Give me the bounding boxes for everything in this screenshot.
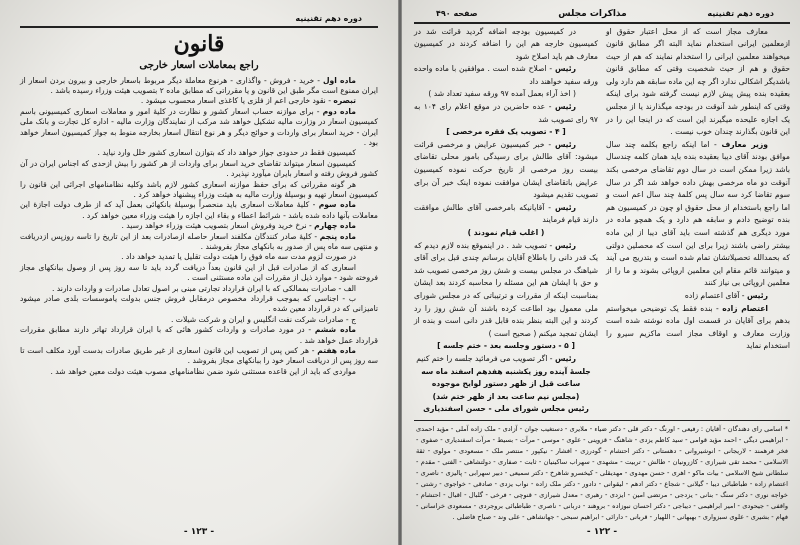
paragraph (20, 232, 378, 253)
proceedings-title: مذاکرات مجلس (558, 9, 627, 19)
paragraph-text: - در مورد صادرات و واردات کشور هائی که با ایران قرارداد تهاتر دارند مطابق مقررات قرارداد عمل خواهد شد . (20, 325, 378, 345)
page-header (414, 9, 790, 19)
paragraph-text: اسعاری که از صادرات قبل از این قانون بعداً دریافت گردد باید تا سه روز پس از وصول ببانکهای مجاز فروخته شود - موارد ذیل از مقررات این ماده مستثنی است . (20, 262, 378, 283)
paragraph-text: - هر کس پس از تصویب این قانون اسعاری از غیر طریق صادرات بدست آورد مکلف است تا سه روز پس از دریافت اسعار خود را ببانکهای مجاز بفروشد . (20, 346, 378, 366)
header-rule (414, 22, 790, 24)
paragraph (414, 139, 598, 202)
paragraph (20, 107, 378, 149)
paragraph (20, 263, 378, 284)
section-heading: جلسهٔ آینده روز یکشنبه هفدهم اسفند ماه سه ساعت قبل از ظهر دستور لوایح موجوده (421, 366, 591, 389)
paragraph (414, 353, 598, 366)
paragraph (606, 290, 790, 303)
session-header: دوره دهم تقنینیه (295, 14, 362, 23)
speaker-or-article-label: رئیس (554, 202, 576, 212)
left-page (0, 0, 398, 545)
paragraph-text: ب - اجناسی که بموجب قرارداد مخصوص درمقابل فروش جنس بدولت یاموسسات بلدی صادر میشود تامیزانی که در قرارداد معین شده . (20, 294, 378, 314)
paragraph (20, 148, 378, 158)
law-body (20, 76, 378, 378)
paragraph (20, 180, 378, 201)
paragraph (414, 26, 598, 64)
footnote-rule (414, 420, 790, 421)
paragraph-text: - اگر تصویب می فرمائید جلسه را ختم کنیم (416, 353, 555, 363)
paragraph-text: - خبر کمیسیون عرایض و مرخصی قرائت میشود: آقای طالش برای رسیدگی بامور محلی تقاضای بیست روز مرخصی از تاریخ حرکت نموده کمیسیون عرایض باتقاضای ایشان موافقت نموده اینک خبر آن برای تصویب تقدیم میشود (414, 139, 598, 200)
page-number: - ۱۲۳ - (183, 527, 215, 537)
paragraph (606, 26, 790, 139)
speaker-or-article-label: ماده دوم (322, 106, 356, 116)
paragraph (20, 315, 378, 325)
paragraph (20, 96, 378, 106)
speaker-or-article-label: ماده پنجم (319, 231, 356, 241)
paragraph (20, 325, 378, 346)
paragraph-text: - کلیهٔ صادر کنندگان مکلفند اسعار حاصله ازصادرات بعد از این تاریخ را تاسه روزپس ازدریافت و منتهی سه ماه پس از صدور به بانکهای مجاز بفروشند . (20, 231, 378, 251)
speaker-or-article-label: ماده ششم (314, 325, 357, 335)
paragraph-text: مواردی که باید از این قاعده مستثنی شود ضمن نظامنامهای مصوب هیئت دولت معین خواهد شد . (50, 366, 356, 376)
column-left (414, 26, 598, 416)
paragraph-text: - تصویب شد . در اینموقع بنده لازم دیدم که یک قدر دانی را باطلاع آقایان برسانم چندی قبل برای آقای شیاهنگ در مجلس بیست و شش روز مرخصی تصویب شد و حق با ایشان هم این مسئله را محاسبه کردند بعد ایشان بمناسبت اینکه از مقررات و ترتیباتی که در مجلس شورای ملی معمول بود اطاعت کرده باشند آن شش روز را رد کردند و این البته بنظر بنده قابل قدر دانی است و بنده از ایشان تمجید میکنم ( صحیح است ) (414, 240, 598, 338)
paragraph (414, 101, 598, 126)
law-subtitle: راجع بمعاملات اسعار خارجی (139, 59, 259, 71)
paragraph (20, 284, 378, 294)
page-number: - ۱۲۲ - (586, 527, 618, 537)
paragraph (20, 221, 378, 231)
session-header: دوره دهم تقنینیه (707, 9, 774, 18)
paragraph-text: در کمیسیون بودجه اضافه گردید قرائت شد در کمیسیون خارجه هم این را اضافه کردند در کمیسیون معارف هم باید اصلاح شود (414, 26, 598, 61)
paragraph-text: - خرید - فروش - واگذاری - هرنوع معاملهٔ دیگر مربوط باسعار خارجی و بیرون بردن اسعار از ایران ممنوع است مگر طبق این قانون و یا مقرراتی که مطابق ماده ۲ بتصویب هیئت وزراء رسیده باشد . (20, 75, 378, 95)
speaker-or-article-label: ماده چهارم (314, 221, 356, 231)
speaker-or-article-label: رئیس (554, 353, 576, 363)
paragraph-text: در صورت لزوم مدت سه ماه فوق را هیئت دولت تقلیل یا تمدید خواهد داد . (121, 252, 356, 262)
paragraph-text: کمیسیون اسعار میتواند تقاضای خرید اسعار برای واردات از هر کشور را بیش ازحدی که اجناس ایران در آن کشور فروش رفته و اسعار بایران میآورد نپذیرد . (20, 158, 378, 179)
speaker-or-article-label: رئیس (554, 64, 576, 74)
paragraph-text: - نقود خارجی اعم از فلزی یا کاغذی اسعار محسوب میشود . (140, 96, 334, 106)
paragraph (20, 346, 378, 367)
paragraph (414, 202, 598, 227)
speaker-or-article-label: تبصره (333, 96, 356, 106)
section-heading: [ ۴ - تصویب یک فقره مرخصی ] (446, 127, 566, 137)
paragraph (20, 76, 378, 97)
voters-footnote: * اسامی رای دهندگان - آقایان : رفیعی - اورنگ - دکتر قلی - دکتر ضیاء - ملایری - دستغیب جوان - آزادی - ملک زاده آملی - مؤید احمدی - ابراهیمی دیگی - احمد مؤید قوامی - سید کاظم یزدی - شاهنگ - قزوینی - علوی - موسی - مرآت - بسیط - مرآت اسفندیاری - صفوی - فخر فرهمند - لاریجانی - انوشیروانی - دهستانی - دکتر احتشام - گودرزی - افشار - نیکپور - منتصر ملک - مسعودی - مولوی - ثقة الاسلامی - محمد تقی شیرازی - کازرونیان - طالش - تربیت - مشهدی - سهراب ساکینیان - ثابت - صفاری - دولتشاهی - الفتی - مقدم - سلطانی شیخ الاسلامی - بیات ماکو - اهری - حسن مهدوی - مهدیقلی - کیخسرو شاهرخ - دکتر سمیعی - دبیر سهرابی - پالیزی - ناصری - اعتصام زاده - طباطبائی دیبا - گیلانی - شجاع - دکتر ادهم - لیقوانی - دادور - دکتر ملک زاده - نواب یزدی - صادقی - خواجوی - رشتی - خواجه نوری - دکتر سنگ - بنانی - یزدجی - مرتضی امین - ایزدی - رهبری - معدل شیرازی - قنوچی - فرخی - گلبال - اقبال - احتشام - واقفی - جیحودی - امیر ابراهیمی - دیباجی - دکتر احسان نبوزاده - بروهند - دربانی - ناصری - طباطبائی بروجردی - مسعودی خراسانی - فهام - بشیری - علوی سبزواری - بهبهانی - اللهیار - قربانی - دارائی - ابراهیم سبحی - جهانشاهی - علی وند - صباح فاضلی . (416, 424, 788, 521)
speaker-or-article-label: رئیس (554, 240, 576, 250)
paragraph-text: معارف مجاز است که از محل اعتبار حقوق او ازمعلمین ایرانی استخدام نماید البته اگر مطابق قانون میخواهند معلمین ایرانی را استخدام نمایند که هم از حیث حقوق و هم از حیث شخصیت وقتی که مطابق قانون باشدیگر اشکالی ندارد اگر چه این ماده سابقه هم دارد ولی بعقیده بنده پیش پیش لازم نیست گرفته شود برای اینکه وقتی که اینطور شد آنوقت در بودجه میگذارند یا از مجلس یک اجازه علیحده میگیرند این است که در اینجا این را در این قانون بگذارند چندان خوب نیست . (606, 26, 790, 137)
law-title: قانون (173, 30, 225, 57)
speaker-or-article-label: رئیس (746, 290, 768, 300)
speaker-or-article-label: ماده هفتم (317, 346, 356, 356)
paragraph (20, 159, 378, 180)
speaker-or-article-label: وزیر معارف (721, 139, 769, 149)
section-heading: ( اغلب قیام نمودند ) (467, 228, 545, 237)
paragraph-text: - آقایانیکه بامرخصی آقای طالش موافقت دارند قیام فرمایند (414, 202, 598, 225)
paragraph-text: - بنده فقط یک توضیحی میخواستم بدهم برای آقایان در قسمت اول ماده نوشته شده است وزارت معارف و اوقاف مجاز است ماکزیم سیرو را استخدام نماید (606, 303, 790, 351)
paragraph-text: - آقای اعتصام زاده (684, 290, 747, 300)
header-rule (20, 26, 378, 28)
speaker-or-article-label: ماده سوم (318, 200, 356, 210)
paragraph-text: الف - صادرات بممالکی که با ایران قرارداد تجارتی مبنی بر اصول تعادل صادرات و واردات دارند . (51, 283, 356, 293)
page-label: صفحه ۴۹۰ (436, 9, 478, 18)
paragraph (20, 252, 378, 262)
column-right (606, 26, 790, 416)
paragraph (414, 63, 598, 88)
page-header (20, 14, 378, 23)
paragraph-text: - برای موازنه حساب اسعار کشور و نظارت در کلیهٔ امور و معاملات اسعاری کمیسیونی باسم کمیسیون اسعار در وزارت مالیه تشکیل خواهد شد مرکب از نمایندگان وزارت مالیه - اداره کل تجارت و بانک ملی ایران - خرید اسعار برای واردات و حوائج دیگر و هر نوع انتقال اسعار بخارجه منوط به جواز کمیسیون اسعار خواهد بود . (20, 106, 378, 147)
paragraph-text: - نرخ خرید وفروش اسعار بتصویب هیئت وزراء خواهد رسید . (121, 221, 315, 231)
paragraph-text: - عده حاضرین در موقع اعلام رای ۱۰۴ به ۹۷ رای تصویب شد (414, 102, 598, 124)
paragraph (20, 200, 378, 221)
paragraph (414, 88, 598, 101)
paragraph-text: - اما اینکه راجع بکلمه چند سال موافق بودند آقای دیبا بعقیده بنده باید همان کلمه چندسال باشد زیرا ممکن است در سال دوم تقاضای مرخصی بکند آنوقت دو ماه مرخصی بهش داده خواهد شد اگر در سال سوم تقاضا کرد سه سال پس کلمهٔ چند سال اعم است و اما راجع باستخدام از محل حقوق او چون در کمیسیون هم بنده توضیح دادم و سابقه هم دارد و یک همچو ماده در مورد دیگری هم گذشته است باید آقای دیبا از این ماده بیشتر راضی باشند زیرا برای این است که محصلین دولتی که بحمدالله تحصیلاتشان تمام شده است و بتدریج می آیند و میتوانند قائم مقام این معلمین اروپائی بشوند و ما را از معلمین اروپائی بی نیاز کنند (606, 139, 790, 288)
text-columns (414, 26, 790, 416)
right-page (402, 0, 800, 545)
paragraph-text: کمیسیون فقط در حدودی جواز خواهد داد که بتوازن اسعاری کشور خلل وارد نیاید . (97, 148, 356, 158)
paragraph-text: ( اخذ آراء بعمل آمده ۹۷ ورقه سفید تعداد شد ) (428, 89, 576, 99)
paragraph (414, 240, 598, 341)
paragraph (606, 303, 790, 353)
speaker-or-article-label: ماده اول (322, 75, 356, 85)
paragraph (20, 294, 378, 315)
paragraph-text: هر گونه مقرراتی که برای حفظ موازنه اسعاری کشور لازم باشد وکلیه نظامنامهای اجرائی این قانون را کمیسیون اسعار تهیه و بوسیلهٔ وزارت مالیه به هیئت وزراء پیشنهاد خواهد کرد . (20, 179, 378, 199)
paragraph (20, 367, 378, 377)
paragraph (606, 139, 790, 290)
speaker-or-article-label: اعتصام زاده (722, 303, 768, 313)
paragraph-text: - اصلاح شده است . موافقین با ماده واحده ورقه سفید خواهند داد (414, 64, 598, 86)
paragraph-text: ج - صادرات شرکت نفت انگلیس و ایران و شرکت شیلات . (170, 314, 356, 324)
speaker-or-article-label: رئیس (554, 102, 576, 112)
section-heading: رئیس مجلس شورای ملی - حسن اسفندیاری (423, 404, 589, 414)
speaker-or-article-label: رئیس (554, 139, 576, 149)
section-heading: [ ۵ - دستور وجلسه بعد - ختم جلسه ] (437, 341, 575, 351)
section-heading: (مجلس نیم ساعت بعد از ظهر ختم شد) (432, 391, 580, 401)
paragraph-text: - کلیهٔ معاملات اسعاری باید منحصراً بوسیلهٔ بانکهائی بعمل آید که از طرف دولت اجازهٔ این معاملات بآنها داده شده باشد - شرائط اعطاء و بقاء این اجازه را هیئت وزراء معین خواهد کرد . (20, 200, 378, 220)
